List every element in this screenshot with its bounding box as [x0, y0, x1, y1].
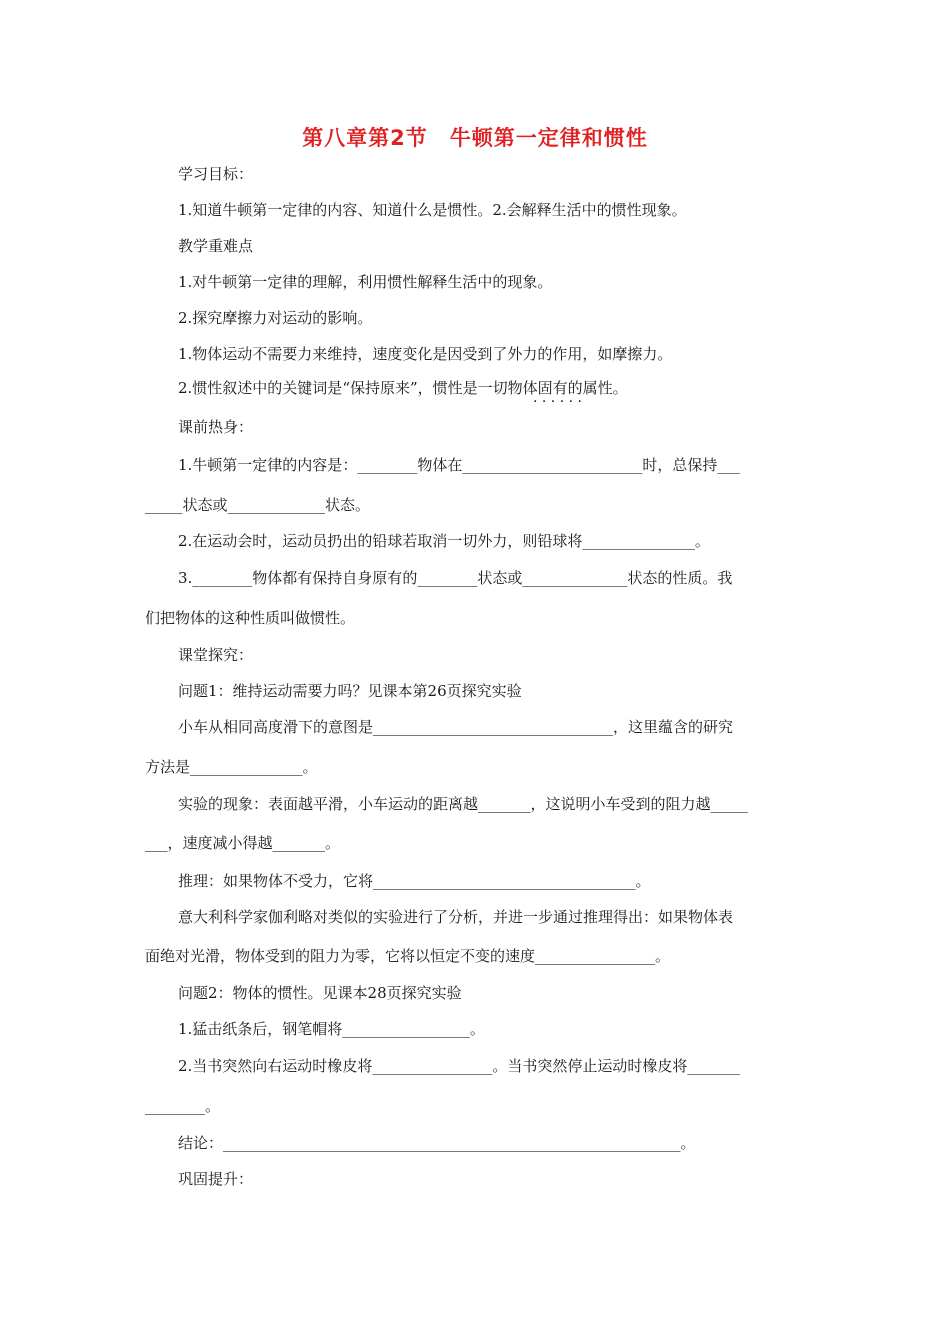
- q2-item-1: 1.猛击纸条后，钢笔帽将_________________。: [178, 1020, 485, 1038]
- section-heading-key-points: 教学重难点: [178, 237, 254, 255]
- q1-phenomenon-line-1: 实验的现象：表面越平滑，小车运动的距离越_______，这说明小车受到的阻力越_____: [178, 795, 749, 813]
- warmup-q3-line-1: 3.________物体都有保持自身原有的________状态或______________状态的性质。我: [178, 569, 733, 587]
- warmup-q2: 2.在运动会时，运动员扔出的铅球若取消一切外力，则铅球将_______________。: [178, 532, 710, 550]
- conclusion-line: 结论：_____________________________________________________________。: [178, 1134, 696, 1152]
- key-point-line-3: 1.物体运动不需要力来维持，速度变化是因受到了外力的作用，如摩擦力。: [178, 345, 673, 363]
- key-point-line-2: 2.探究摩擦力对运动的影响。: [178, 309, 373, 327]
- section-heading-consolidation: 巩固提升：: [178, 1170, 254, 1188]
- warmup-q3-line-2: 们把物体的这种性质叫做惯性。: [145, 609, 356, 627]
- objective-line: 1.知道牛顿第一定律的内容、知道什么是惯性。2.会解释生活中的惯性现象。: [178, 201, 687, 219]
- section-heading-warmup: 课前热身：: [178, 418, 254, 436]
- key-point-line-1: 1.对牛顿第一定律的理解，利用惯性解释生活中的现象。: [178, 273, 553, 291]
- warmup-q1-line-1: 1.牛顿第一定律的内容是：________物体在________________________时，总保持___: [178, 456, 740, 474]
- emphasis-dots: · · · · · ·: [533, 394, 582, 410]
- section-heading-objectives: 学习目标：: [178, 165, 254, 183]
- q1-inference: 推理：如果物体不受力，它将___________________________________。: [178, 872, 651, 890]
- galileo-line-1: 意大利科学家伽利略对类似的实验进行了分析，并进一步通过推理得出：如果物体表: [178, 908, 734, 926]
- q1-intent-line-2: 方法是_______________。: [145, 758, 318, 776]
- page-title: 第八章第2节 牛顿第一定律和惯性: [302, 126, 648, 150]
- question-1-heading: 问题1：维持运动需要力吗？见课本第26页探究实验: [178, 682, 522, 700]
- q1-intent-line-1: 小车从相同高度滑下的意图是________________________________，这里蕴含的研究: [178, 718, 734, 736]
- q1-phenomenon-line-2: ___，速度减小得越_______。: [145, 834, 341, 852]
- q2-item-2-line-1: 2.当书突然向右运动时橡皮将________________。当书突然停止运动时橡皮将_______: [178, 1057, 740, 1075]
- q2-item-2-line-2: ________。: [145, 1097, 221, 1115]
- section-heading-inquiry: 课堂探究：: [178, 646, 254, 664]
- warmup-q1-line-2: _____状态或_____________状态。: [145, 496, 371, 514]
- question-2-heading: 问题2：物体的惯性。见课本28页探究实验: [178, 984, 462, 1002]
- key-point-line-4: 2.惯性叙述中的关键词是“保持原来”，惯性是一切物体固有的属性。: [178, 379, 628, 397]
- galileo-line-2: 面绝对光滑，物体受到的阻力为零，它将以恒定不变的速度________________。: [145, 947, 671, 965]
